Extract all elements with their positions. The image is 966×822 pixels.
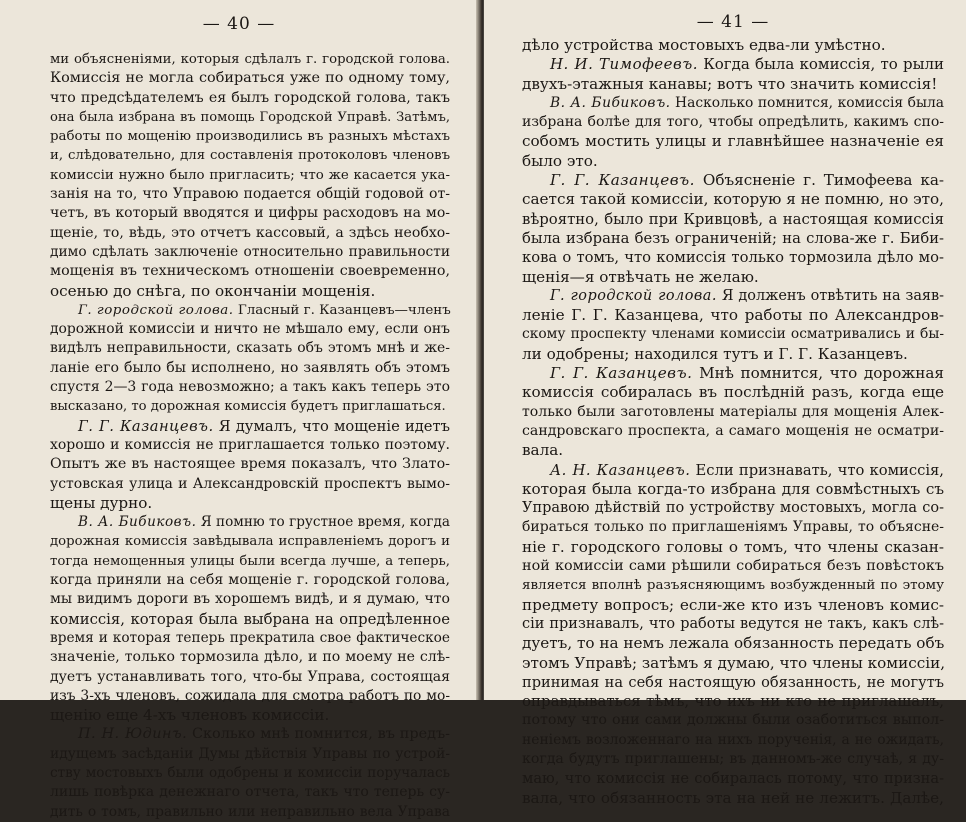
line-text: дорожной комиссіи и ничто не мѣшало ему, если онъ [50, 321, 450, 338]
line-text: когда будутъ приглашены; въ данномъ-же случаѣ, я ду- [522, 750, 944, 767]
text-line [50, 108, 450, 127]
text-line [50, 764, 450, 783]
speaker-name: П. Н. Юдинъ. [78, 726, 188, 743]
text-line [50, 532, 450, 551]
text-line [522, 403, 944, 422]
line-text: дуетъ устанавливать того, что-бы Управа, состоящая [50, 668, 450, 685]
text-line [522, 55, 944, 74]
text-line [50, 204, 450, 223]
speaker-name: А. Н. Казанцевъ. [550, 461, 691, 479]
text-line [50, 185, 450, 204]
text-line [50, 359, 450, 378]
text-line [50, 668, 450, 687]
line-text: избрана болѣе для того, чтобы опредѣлить, какимъ спо- [522, 114, 944, 131]
line-text: ніе г. городского головы о томъ, что члены сказан- [522, 537, 944, 556]
right-page [484, 0, 966, 807]
line-text: изъ 3-хъ членовъ, сожидала для смотра работъ по мо- [50, 687, 450, 704]
text-line [50, 706, 450, 725]
right-page-text [522, 36, 944, 808]
text-line [522, 325, 944, 344]
line-text: Я долженъ отвѣтить на заяв- [717, 287, 945, 304]
line-text: Насколько помнится, комиссія была [670, 94, 944, 111]
speaker-name: Г. городской голова. [550, 287, 717, 304]
text-line [50, 725, 450, 744]
text-line [50, 397, 450, 416]
line-text: было это. [522, 151, 598, 170]
text-line [522, 287, 944, 306]
line-text: сіи признавалъ, что работы ведутся не такъ, какъ слѣ- [522, 615, 944, 632]
text-line [522, 769, 944, 788]
text-line [50, 494, 450, 513]
text-line [522, 383, 944, 402]
text-line [50, 262, 450, 281]
text-line [50, 50, 450, 69]
line-text: димо сдѣлать заключеніе относительно правильности [50, 243, 450, 260]
text-line [50, 475, 450, 494]
text-line [522, 268, 944, 287]
line-text: предмету вопросъ; если-же кто изъ членовъ комис- [522, 595, 944, 614]
text-line [522, 210, 944, 229]
line-text: когда приняли на себя мощеніе г. городской голова, [50, 572, 450, 589]
line-text: неніемъ возложеннаго на нихъ порученія, а не ожидать, [522, 731, 944, 748]
line-text: вала, что обязанность эта на ней не лежитъ. Далѣе, [522, 788, 944, 807]
line-text: потому что они сами должны были озаботиться выпол- [522, 712, 944, 729]
line-text: является вполнѣ разъясняющимъ возбужденный по этому [522, 578, 944, 594]
text-line [522, 480, 944, 499]
text-line [50, 552, 450, 571]
speaker-name: Г. Г. Казанцевъ. [550, 171, 696, 190]
text-line [50, 224, 450, 243]
line-text: Управою дѣйствій по устройству мостовыхъ, могла со- [522, 500, 944, 517]
line-text: и, слѣдовательно, для составленія протоколовъ членовъ [50, 148, 450, 164]
line-text: Я помню то грустное время, когда [196, 514, 450, 531]
speaker-name: Н. И. Тимофеевъ. [550, 55, 698, 74]
text-line [50, 783, 450, 802]
line-text: дуетъ, то на немъ лежала обязанность передать объ [522, 634, 945, 653]
text-line [50, 89, 450, 108]
line-text: она была избрана въ помощь Городской Управѣ. Затѣмъ, [50, 109, 450, 125]
line-text: четъ, въ который вводятся и цифры расходовъ на мо- [50, 205, 450, 222]
text-line [522, 615, 944, 634]
line-text: комиссія собиралась въ послѣдній разъ, когда еще [522, 383, 944, 402]
line-text: оправдываться тѣмъ, что ихъ ни кто не приглашалъ, [522, 692, 944, 711]
text-line [50, 243, 450, 262]
text-line [50, 282, 450, 301]
line-text: значеніе, только тормозила дѣло, и по моему не слѣ- [50, 649, 450, 666]
text-line [522, 248, 944, 267]
text-line [522, 538, 944, 557]
line-text: была избрана безъ ограниченій; на слова-же г. Биби- [522, 229, 944, 247]
line-text: сандровскаго проспекта, а самаго мощенія не осматри- [522, 422, 944, 439]
text-line [522, 461, 944, 480]
line-text: Если признавать, что комиссія, [690, 461, 944, 479]
text-line [522, 499, 944, 518]
text-line [522, 132, 944, 151]
line-text: ми объясненіями, которыя сдѣлалъ г. городской голова. [50, 52, 450, 67]
text-line [522, 306, 944, 325]
text-line [522, 364, 944, 383]
line-text: Опытъ же въ настоящее время показалъ, что Злато- [50, 456, 450, 473]
text-line [522, 113, 944, 132]
text-line [522, 518, 944, 537]
line-text: комиссіи нужно было пригласить; что же касается ука- [50, 167, 450, 183]
left-page-text [50, 50, 450, 822]
line-text: видѣлъ неправильности, сказать объ этомъ мнѣ и же- [50, 340, 450, 357]
speaker-name: Г. Г. Казанцевъ. [550, 364, 693, 383]
line-text: Когда была комиссія, то рыли [697, 55, 944, 74]
text-line [522, 422, 944, 441]
speaker-name: В. А. Бибиковъ. [78, 514, 197, 531]
line-text: Гласный г. Казанцевъ—членъ [233, 302, 451, 318]
line-text: собомъ мостить улицы и главнѣйшее назначеніе ея [522, 132, 944, 151]
line-text: этомъ Управѣ; затѣмъ я думаю, что члены комиссіи, [522, 653, 946, 672]
line-text: занія на то, что Управою подается общій годовой от- [50, 186, 450, 203]
line-text: хорошо и комиссія не приглашается только поэтому. [50, 436, 450, 453]
page-number-left: — 40 — [202, 14, 276, 34]
text-line [522, 171, 944, 190]
text-line [50, 571, 450, 590]
text-line [522, 634, 944, 653]
text-line [50, 378, 450, 397]
text-line [50, 69, 450, 88]
line-text: кова о томъ, что комиссія только тормозила дѣло мо- [522, 249, 944, 267]
text-line [522, 229, 944, 248]
line-text: что предсѣдателемъ ея былъ городской голова, такъ [50, 89, 450, 106]
text-line [50, 803, 450, 822]
text-line [522, 75, 944, 94]
line-text: двухъ-этажныя канавы; вотъ что значить комиссія! [522, 74, 938, 93]
text-line [50, 301, 450, 320]
line-text: устовская улица и Александровскій проспектъ вымо- [50, 475, 450, 492]
line-text: щенія—я отвѣчать не желаю. [522, 267, 759, 286]
text-line [50, 513, 450, 532]
line-text: ли одобрены; находился тутъ и Г. Г. Казанцевъ. [522, 344, 908, 363]
line-text: осенью до снѣга, по окончаніи мощенія. [50, 281, 376, 300]
text-line [522, 673, 944, 692]
line-text: комиссія, которая была выбрана на опредѣленное [50, 610, 450, 628]
line-text: дить о томъ, правильно или неправильно вела Управа [50, 803, 450, 820]
line-text: сается такой комиссіи, которую я не помню, но это, [522, 190, 944, 209]
text-line [50, 127, 450, 146]
text-line [522, 654, 944, 673]
text-line [522, 789, 944, 808]
line-text: щены дурно. [50, 493, 153, 512]
line-text: Мнѣ помнится, что дорожная [692, 364, 944, 383]
text-line [522, 731, 944, 750]
line-text: мы видимъ дороги въ хорошемъ видѣ, и я думаю, что [50, 591, 450, 608]
text-line [50, 320, 450, 339]
text-line [522, 596, 944, 615]
text-line [522, 750, 944, 769]
text-line [50, 590, 450, 609]
text-line [522, 36, 944, 55]
page-number-right: — 41 — [696, 12, 770, 32]
line-text: только были заготовлены матеріалы для мощенія Алек- [522, 403, 944, 420]
speaker-name: Г. Г. Казанцевъ. [78, 417, 214, 435]
line-text: мощенія въ техническомъ отношеніи своевременно, [50, 263, 450, 280]
line-text: время и которая теперь прекратила свое фактическое [50, 629, 450, 646]
text-line [522, 190, 944, 209]
text-line [522, 557, 944, 576]
text-line [50, 339, 450, 358]
line-text: леніе Г. Г. Казанцева, что работы по Александров- [522, 306, 944, 325]
line-text: тогда немощенныя улицы были всегда лучше, а теперь, [50, 553, 450, 569]
line-text: дѣло устройства мостовыхъ едва-ли умѣстно. [522, 36, 886, 54]
line-text: Сколько мнѣ помнится, въ предъ- [187, 726, 450, 743]
text-line [522, 94, 944, 113]
text-line [50, 146, 450, 165]
line-text: лишь повѣрка денежнаго отчета, такъ что теперь су- [50, 784, 450, 801]
text-line [522, 711, 944, 730]
text-line [50, 648, 450, 667]
text-line [522, 576, 944, 595]
line-text: ланіе его было бы исполнено, но заявлять объ этомъ [50, 359, 450, 376]
line-text: дорожная комиссія завѣдывала исправленіемъ дорогъ и [50, 534, 450, 550]
text-line [522, 345, 944, 364]
line-text: щеніе, то, вѣдь, это отчетъ кассовый, а здѣсь необхо- [50, 224, 450, 241]
text-line [50, 687, 450, 706]
text-line [50, 745, 450, 764]
text-line [522, 152, 944, 171]
text-line [50, 629, 450, 648]
line-text: вала. [522, 441, 564, 460]
speaker-name: В. А. Бибиковъ. [550, 94, 671, 111]
line-text: Я думалъ, что мощеніе идетъ [213, 417, 450, 435]
line-text: вѣроятно, было при Кривцовѣ, а настоящая комиссія [522, 210, 944, 228]
line-text: работы по мощенію производились въ разныхъ мѣстахъ [50, 129, 450, 145]
line-text: идущемъ засѣданіи Думы дѣйствія Управы по устрой- [50, 745, 450, 762]
line-text: бираться только по приглашеніямъ Управы, то объясне- [522, 519, 944, 536]
text-line [50, 455, 450, 474]
text-line [50, 436, 450, 455]
line-text: скому проспекту членами комиссіи осматривались и бы- [522, 326, 944, 343]
text-line [50, 417, 450, 436]
text-line [50, 166, 450, 185]
line-text: Объясненіе г. Тимофеева ка- [695, 171, 945, 190]
line-text: ству мостовыхъ были одобрены и комиссіи поручалась [50, 764, 450, 781]
line-text: принимая на себя настоящую обязанность, не могутъ [522, 673, 944, 691]
line-text: которая была когда-то избрана для совмѣстныхъ съ [522, 479, 944, 498]
line-text: спустя 2—3 года невозможно; а такъ какъ теперь это [50, 379, 450, 396]
speaker-name: Г. городской голова. [78, 302, 234, 318]
line-text: высказано, то дорожная комиссія будетъ приглашаться. [50, 399, 446, 415]
line-text: маю, что комиссія не собиралась потому, что призна- [522, 770, 944, 788]
text-line [522, 692, 944, 711]
text-line [522, 441, 944, 460]
line-text: щенію еще 4-хъ членовъ комиссіи. [50, 706, 330, 725]
text-line [50, 610, 450, 629]
line-text: ной комиссіи сами рѣшили собираться безъ повѣстокъ [522, 558, 944, 575]
left-page [0, 0, 478, 820]
line-text: Комиссія не могла собираться уже по одному тому, [50, 70, 450, 87]
